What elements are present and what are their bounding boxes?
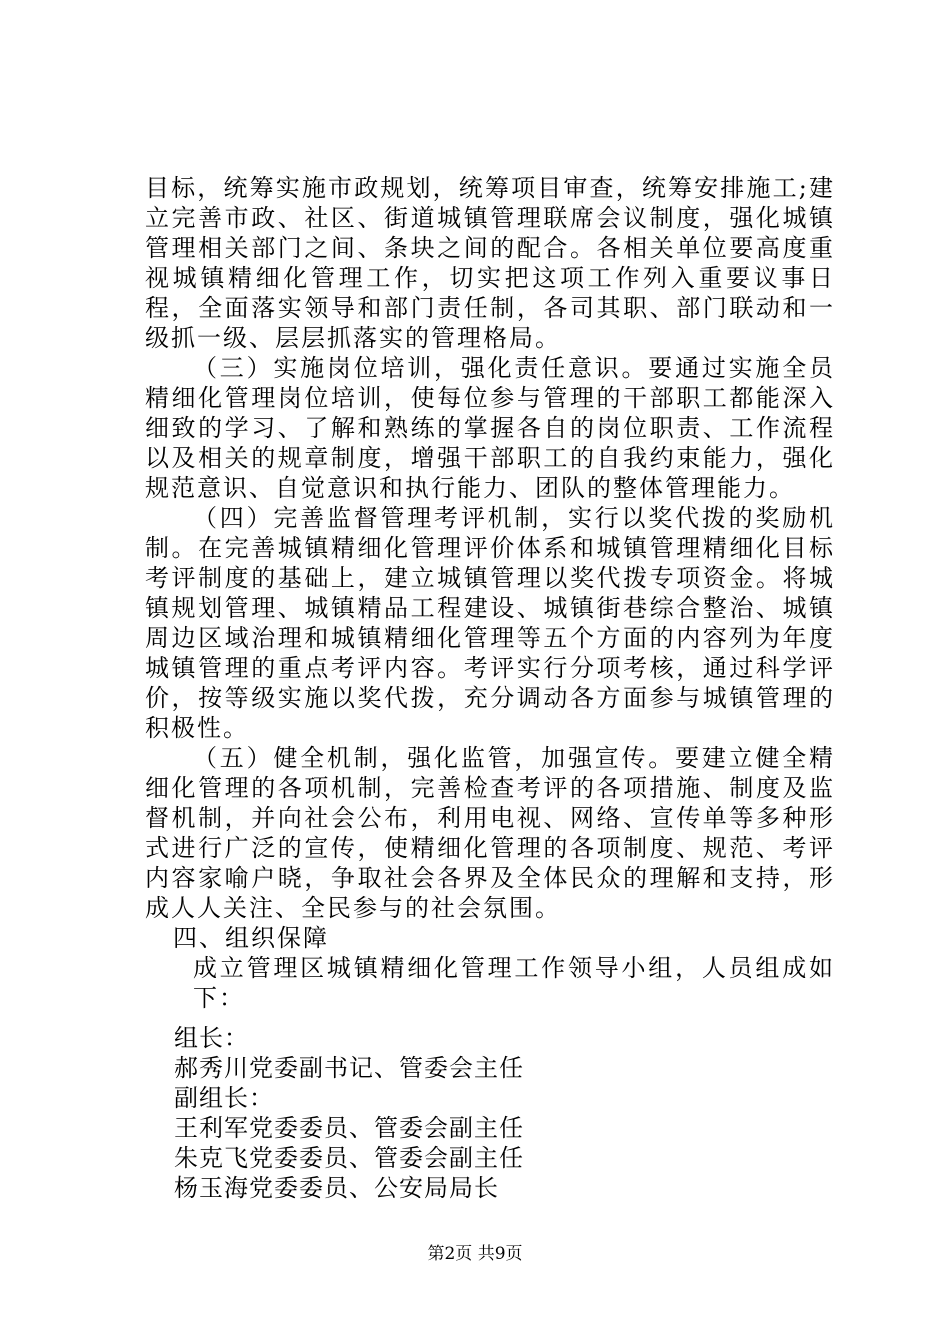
document-body — [145, 173, 835, 1013]
paragraph-section-5: （五）健全机制，强化监管，加强宣传。要建立健全精细化管理的各项机制，完善检查考评的各项措施、制度及监督机制，并向社会公布，利用电视、网络、宣传单等多种形式进行广泛的宣传，使精细化管理的各项制度、规范、考评内容家喻户晓，争取社会各界及全体民众的理解和支持，形成人人关注、全民参与的社会氛围。 — [145, 744, 835, 922]
roster-line: 朱克飞党委委员、管委会副主任 — [174, 1144, 524, 1172]
section-heading: 四、组织保障 — [173, 924, 329, 952]
roster-line: 郝秀川党委副书记、管委会主任 — [174, 1054, 524, 1082]
leadership-roster — [174, 1023, 524, 1203]
paragraph-continuation: 目标，统筹实施市政规划，统筹项目审查，统筹安排施工;建立完善市政、社区、街道城镇管理联席会议制度，强化城镇管理相关部门之间、条块之间的配合。各相关单位要高度重视城镇精细化管理工作，切实把这项工作列入重要议事日程，全面落实领导和部门责任制，各司其职、部门联动和一级抓一级、层层抓落实的管理格局。 — [145, 174, 835, 352]
roster-line: 王利军党委委员、管委会副主任 — [174, 1114, 524, 1142]
page-footer: 第2页 共9页 — [427, 1244, 523, 1264]
section-intro: 成立管理区城镇精细化管理工作领导小组，人员组成如下： — [193, 954, 835, 1012]
roster-line: 杨玉海党委委员、公安局局长 — [174, 1174, 499, 1202]
paragraph-section-4: （四）完善监督管理考评机制，实行以奖代拨的奖励机制。在完善城镇精细化管理评价体系和城镇管理精细化目标考评制度的基础上，建立城镇管理以奖代拨专项资金。将城镇规划管理、城镇精品工程建设、城镇街巷综合整治、城镇周边区域治理和城镇精细化管理等五个方面的内容列为年度城镇管理的重点考评内容。考评实行分项考核，通过科学评价，按等级实施以奖代拨，充分调动各方面参与城镇管理的积极性。 — [145, 504, 835, 742]
roster-line: 副组长： — [174, 1084, 274, 1112]
roster-line: 组长： — [174, 1024, 249, 1052]
paragraph-section-3: （三）实施岗位培训，强化责任意识。要通过实施全员精细化管理岗位培训，使每位参与管理的干部职工都能深入细致的学习、了解和熟练的掌握各自的岗位职责、工作流程以及相关的规章制度，增强干部职工的自我约束能力，强化规范意识、自觉意识和执行能力、团队的整体管理能力。 — [145, 354, 835, 502]
